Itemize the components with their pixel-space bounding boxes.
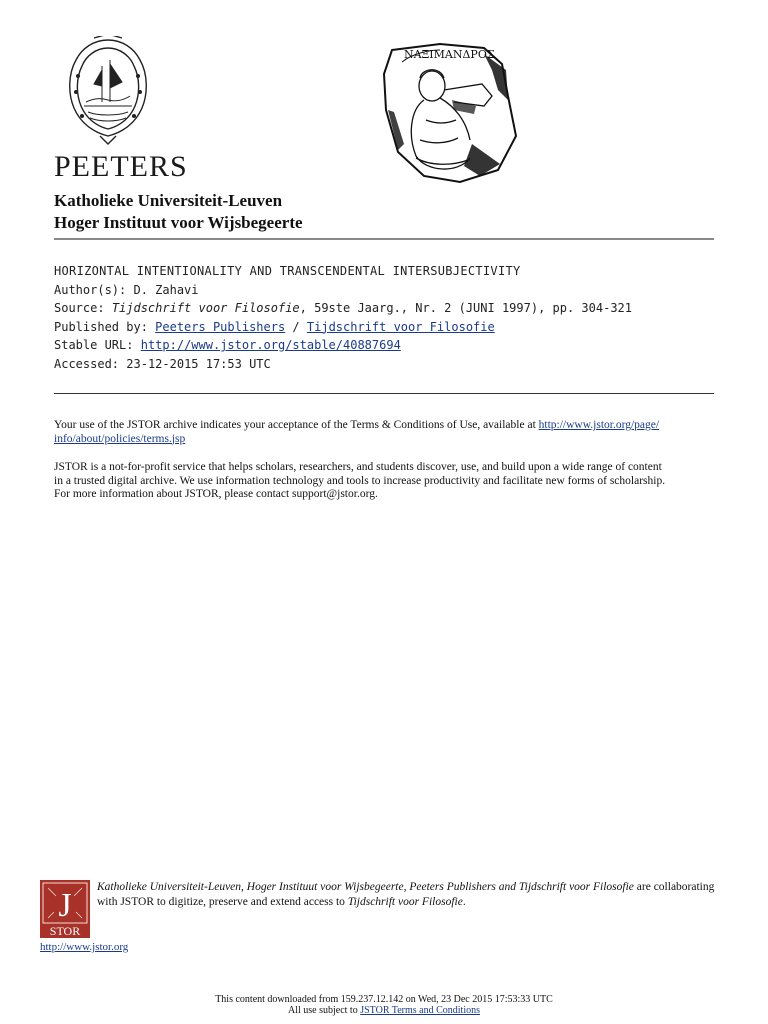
- download-footer: This content downloaded from 159.237.12.142 on Wed, 23 Dec 2015 17:53:33 UTC: [215, 994, 553, 1005]
- institution-header: [54, 190, 303, 234]
- jstor-notice-line-1: JSTOR is a not-for-profit service that helps scholars, researchers, and students discover, use, and build upon a wide range of content: [54, 461, 662, 473]
- jstor-logo[interactable]: [40, 880, 90, 938]
- anaximander-coin-image: [380, 40, 520, 185]
- terms-link-part-1[interactable]: http://www.jstor.org/page/: [538, 419, 660, 431]
- publisher-link-peeters[interactable]: Peeters Publishers: [155, 319, 286, 334]
- stable-url-line: [54, 336, 632, 355]
- terms-notice: [54, 419, 714, 446]
- published-line: [54, 318, 632, 337]
- stable-url-label: Stable URL:: [54, 338, 134, 352]
- terms-footer: [0, 1005, 768, 1017]
- collaboration-journal: Tijdschrift voor Filosofie: [347, 896, 463, 908]
- coin-inscription: ΝΑΞΙΜΑΝΔΡΟΣ: [404, 48, 495, 61]
- institution-line-2: Hoger Instituut voor Wijsbegeerte: [54, 213, 303, 232]
- partners-names: Katholieke Universiteit-Leuven, Hoger Instituut voor Wijsbegeerte, Peeters Publishers and Tijdschrift voor Filosofie: [97, 881, 634, 893]
- accessed-line: [54, 355, 632, 374]
- terms-footer-prefix: All use subject to: [288, 1005, 361, 1016]
- jstor-notice-line-2: in a trusted digital archive. We use information technology and tools to increase productivity and facilitate new forms of scholarship.: [54, 474, 666, 487]
- collaboration-text: are collaborating with JSTOR to digitize, preserve and extend access to: [97, 881, 715, 908]
- source-journal: Tijdschrift voor Filosofie: [111, 301, 300, 315]
- article-title: HORIZONTAL INTENTIONALITY AND TRANSCENDENTAL INTERSUBJECTIVITY: [54, 264, 521, 278]
- collaboration-note: [97, 880, 717, 910]
- collaboration-end: .: [462, 896, 466, 908]
- author-label: Author(s):: [54, 282, 127, 297]
- jstor-notice: [54, 461, 714, 502]
- article-metadata: [54, 262, 632, 373]
- author-name: D. Zahavi: [133, 282, 199, 297]
- accessed-date: 23-12-2015 17:53 UTC: [126, 356, 271, 371]
- source-line: [54, 299, 632, 318]
- peeters-wordmark: PEETERS: [54, 150, 188, 183]
- terms-text: Your use of the JSTOR archive indicates your acceptance of the Terms & Conditions of Use, available at: [54, 419, 539, 431]
- source-label: Source:: [54, 301, 105, 315]
- publisher-link-journal[interactable]: Tijdschrift voor Filosofie: [306, 319, 495, 334]
- jstor-logo-letter: J: [58, 887, 72, 924]
- institution-line-1: Katholieke Universiteit-Leuven: [54, 191, 283, 210]
- published-label: Published by:: [54, 319, 148, 334]
- source-details: , 59ste Jaarg., Nr. 2 (JUNI 1997), pp. 304-321: [299, 301, 632, 315]
- jstor-logo-word: STOR: [49, 924, 81, 938]
- terms-conditions-link[interactable]: JSTOR Terms and Conditions: [360, 1005, 480, 1016]
- peeters-seal-logo: [64, 36, 152, 146]
- stable-url-link[interactable]: http://www.jstor.org/stable/40887694: [140, 338, 401, 352]
- jstor-notice-line-3: For more information about JSTOR, please contact support@jstor.org.: [54, 488, 378, 500]
- terms-link-part-2[interactable]: info/about/policies/terms.jsp: [54, 432, 186, 445]
- header-divider: [54, 238, 714, 240]
- metadata-divider: [54, 393, 714, 394]
- author-line: [54, 281, 632, 300]
- accessed-label: Accessed:: [54, 356, 120, 371]
- publisher-separator: /: [285, 319, 307, 334]
- jstor-home-link[interactable]: http://www.jstor.org: [40, 941, 129, 953]
